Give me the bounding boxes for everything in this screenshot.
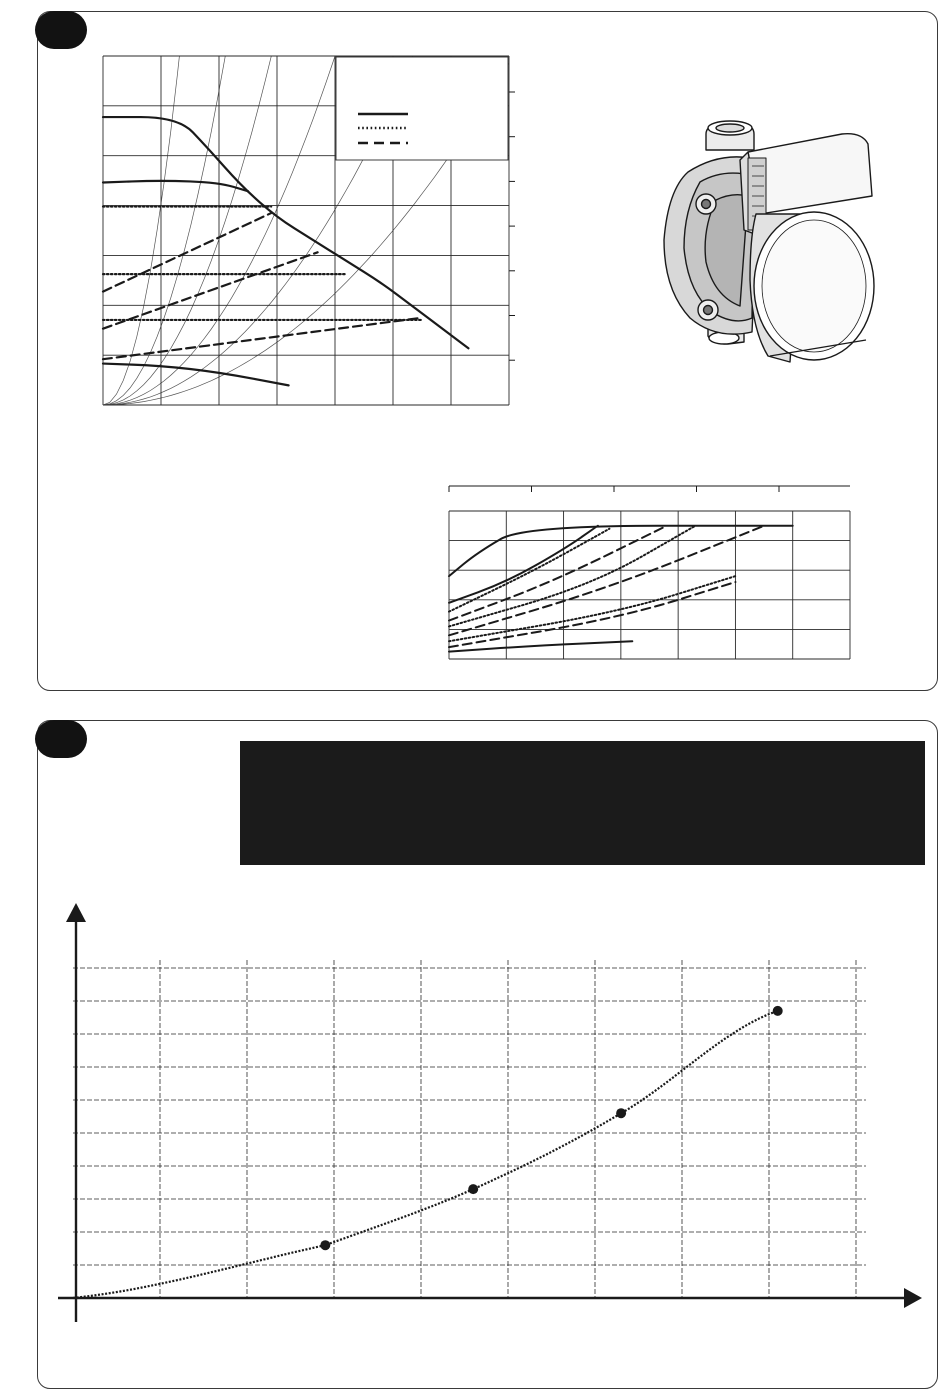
series-line-7 <box>103 213 271 292</box>
series-line-3 <box>103 364 289 386</box>
legend-box <box>336 57 508 160</box>
data-point <box>468 1184 478 1194</box>
series-line-2 <box>103 181 248 191</box>
flow-characteristic-chart <box>58 903 922 1322</box>
series-line-2 <box>449 526 598 603</box>
y-axis-arrow <box>66 903 86 922</box>
data-point <box>320 1240 330 1250</box>
series-line-9 <box>103 318 422 359</box>
power-consumption-chart <box>449 486 850 659</box>
circulator-pump-icon <box>664 121 874 362</box>
data-point <box>616 1108 626 1118</box>
series-line-1 <box>73 1011 778 1298</box>
pump-performance-chart <box>103 0 515 405</box>
x-axis-arrow <box>904 1288 922 1308</box>
data-point <box>773 1006 783 1016</box>
chart-legend <box>336 57 508 160</box>
